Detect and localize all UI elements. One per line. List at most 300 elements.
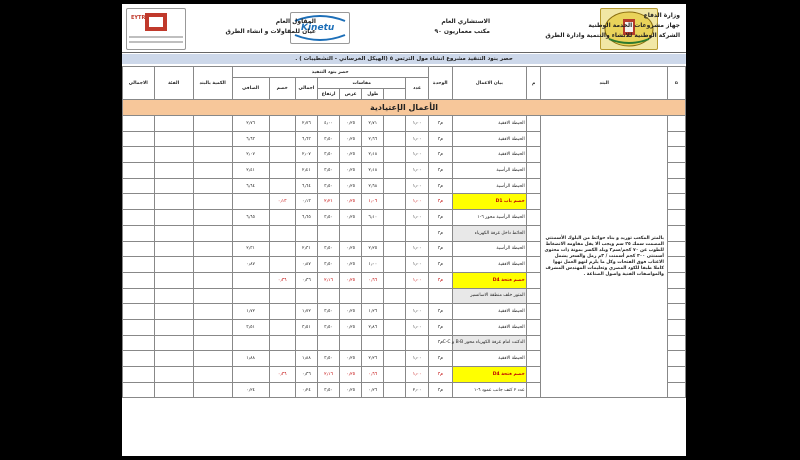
cell-net: ٢٫٣١ — [232, 241, 269, 257]
cell-num — [667, 319, 685, 335]
cell-height: ٣٫٥٠ — [317, 319, 339, 335]
cell-count: ١٫٠٠ — [406, 319, 428, 335]
cell-grand-total — [123, 382, 155, 398]
cell-statement: خصم باب D1 — [452, 194, 526, 210]
cell-height: ٣٫٥٠ — [317, 257, 339, 273]
cell-total: ٦٫٦٣ — [295, 131, 317, 147]
cell-price — [154, 116, 193, 132]
cell-height — [317, 335, 339, 351]
cell-price — [154, 225, 193, 241]
cell-net: ٦٫٦٤ — [232, 178, 269, 194]
cell-statement: الحيطة الرأسية — [452, 241, 526, 257]
cell-unit: م٣ — [428, 319, 452, 335]
cell-height: ٢٫٢١ — [317, 194, 339, 210]
quantities-table — [122, 66, 686, 398]
cell-length: ١٫٢٦ — [362, 304, 384, 320]
cell-unit: م٣ — [428, 163, 452, 179]
cell-length — [362, 225, 384, 241]
cell-statement: الحيطة الافقية — [452, 319, 526, 335]
cell-grand-total — [123, 319, 155, 335]
cell-total — [295, 288, 317, 304]
cell-price — [154, 272, 193, 288]
cell-height: ٣٫٥٠ — [317, 210, 339, 226]
cell-spare — [384, 194, 406, 210]
cell-grand-total — [123, 116, 155, 132]
cell-count: ٢٫٠٠ — [406, 382, 428, 398]
cell-net: ٠٫٢٤ — [232, 382, 269, 398]
cell-total: ٠٫٨٧ — [295, 257, 317, 273]
cell-statement: الحيطة الافقية — [452, 351, 526, 367]
cell-grand-total — [123, 288, 155, 304]
cell-spare — [384, 272, 406, 288]
cell-net: ١٫٧٢ — [232, 304, 269, 320]
cell-net — [232, 335, 269, 351]
cell-height: ٣٫٥٠ — [317, 351, 339, 367]
cell-length: ١٫٠٦ — [362, 194, 384, 210]
cell-count: ١٫٠٠ — [406, 272, 428, 288]
cell-qty-item — [193, 178, 232, 194]
col-group: حصر بنود التنفيذ — [232, 67, 428, 78]
cell-length: ٢٫٦٦ — [362, 131, 384, 147]
cell-m — [526, 367, 541, 383]
cell-net — [232, 288, 269, 304]
cell-count — [406, 335, 428, 351]
col-height: ارتفاع — [317, 89, 339, 100]
cell-unit: م٣ — [428, 241, 452, 257]
cell-statement: الحيطة الافقية — [452, 116, 526, 132]
cell-width: ٠٫٢٥ — [340, 351, 362, 367]
cell-unit: م٣ — [428, 147, 452, 163]
cell-net: ٢٫٤١ — [232, 163, 269, 179]
cell-m — [526, 351, 541, 367]
cell-length: ٢٫٧١ — [362, 116, 384, 132]
cell-length: ٢٫١٨ — [362, 147, 384, 163]
cell-total: ٠٫١٣ — [295, 194, 317, 210]
cell-width — [340, 335, 362, 351]
cell-statement: الحيطة الرأسية محور ٦-١ — [452, 210, 526, 226]
col-count: عدد — [406, 78, 428, 100]
cell-unit: م٣ — [428, 178, 452, 194]
cell-statement: الحائط داخل غرفة الكهرباء — [452, 225, 526, 241]
cell-grand-total — [123, 178, 155, 194]
cell-net: ٦٫٦٣ — [232, 131, 269, 147]
cell-m — [526, 131, 541, 147]
contractor-logo-text: EYTRA — [131, 15, 150, 21]
cell-deduct — [269, 225, 295, 241]
cell-price — [154, 319, 193, 335]
cell-unit: م٣ — [428, 367, 452, 383]
cell-grand-total — [123, 241, 155, 257]
cell-num — [667, 147, 685, 163]
cell-price — [154, 288, 193, 304]
cell-height: ٣٫٥٠ — [317, 382, 339, 398]
cell-unit — [428, 288, 452, 304]
cell-height: ٣٫٥٠ — [317, 178, 339, 194]
cell-width — [340, 288, 362, 304]
cell-net: ٠٫٨٧ — [232, 257, 269, 273]
cell-spare — [384, 131, 406, 147]
cell-statement: الحيطة الرأسية — [452, 163, 526, 179]
cell-qty-item — [193, 241, 232, 257]
cell-length: ٢٫٢٥ — [362, 241, 384, 257]
cell-total — [295, 225, 317, 241]
cell-width: ٠٫٢٥ — [340, 131, 362, 147]
section-row — [123, 100, 686, 116]
cell-m — [526, 304, 541, 320]
cell-width: ٠٫٢٥ — [340, 147, 362, 163]
col-deduct: خصم — [269, 78, 295, 100]
ministry-line-2: جهاز مشروعات الخدمة الوطنية — [588, 22, 680, 29]
cell-grand-total — [123, 257, 155, 273]
cell-deduct — [269, 241, 295, 257]
cell-count: ١٫٠٠ — [406, 241, 428, 257]
cell-m — [526, 319, 541, 335]
cell-price — [154, 335, 193, 351]
cell-length: ١٫٠٠ — [362, 257, 384, 273]
cell-m — [526, 116, 541, 132]
table-row — [123, 116, 686, 132]
cell-spare — [384, 210, 406, 226]
cell-statement: الحيطة الافقية — [452, 131, 526, 147]
consultant-name: مكتب معماريون ٩٠ — [434, 28, 490, 35]
cell-num — [667, 116, 685, 132]
cell-length: ٢٫١٨ — [362, 163, 384, 179]
document-page — [122, 4, 686, 456]
cell-length: ٢٫٨٦ — [362, 319, 384, 335]
cell-total: ١٫٨٨ — [295, 351, 317, 367]
cell-qty-item — [193, 288, 232, 304]
cell-qty-item — [193, 367, 232, 383]
cell-total — [295, 335, 317, 351]
cell-price — [154, 241, 193, 257]
cell-count: ١٫٠٠ — [406, 257, 428, 273]
col-total: اجمالي — [295, 78, 317, 100]
cell-m — [526, 272, 541, 288]
cell-deduct — [269, 163, 295, 179]
cell-spare — [384, 335, 406, 351]
cell-unit: م٣ — [428, 272, 452, 288]
cell-width: ٠٫٢٥ — [340, 178, 362, 194]
cell-total: ٠٫٣٦ — [295, 272, 317, 288]
col-item: البند — [541, 67, 667, 100]
cell-qty-item — [193, 257, 232, 273]
cell-deduct: ٠٫١٣ — [269, 194, 295, 210]
cell-length: ٦٫١٠ — [362, 210, 384, 226]
cell-total: ٦٫٦٤ — [295, 178, 317, 194]
cell-price — [154, 351, 193, 367]
cell-unit: م٣ — [428, 210, 452, 226]
cell-qty-item — [193, 304, 232, 320]
cell-deduct — [269, 131, 295, 147]
cell-qty-item — [193, 210, 232, 226]
cell-spare — [384, 288, 406, 304]
cell-statement: خصم فتحة D4 — [452, 272, 526, 288]
cell-width: ٠٫٢٥ — [340, 304, 362, 320]
cell-count: ١٫٠٠ — [406, 131, 428, 147]
cell-count: ١٫٠٠ — [406, 304, 428, 320]
cell-height: ٣٫٥٠ — [317, 163, 339, 179]
cell-num — [667, 194, 685, 210]
cell-deduct — [269, 319, 295, 335]
cell-qty-item — [193, 272, 232, 288]
cell-num — [667, 163, 685, 179]
cell-statement: المتور خلف منطقة الاسانسير — [452, 288, 526, 304]
cell-net: ١٫٨٨ — [232, 351, 269, 367]
cell-spare — [384, 241, 406, 257]
cell-grand-total — [123, 131, 155, 147]
cell-unit: م٣ — [428, 304, 452, 320]
cell-total: ٣٫٥١ — [295, 319, 317, 335]
cell-net: ٢٫٠٧ — [232, 147, 269, 163]
cell-qty-item — [193, 382, 232, 398]
cell-total: ٢٫٤١ — [295, 163, 317, 179]
cell-num — [667, 241, 685, 257]
cell-unit: م٣ — [428, 116, 452, 132]
cell-width: ٠٫٢٥ — [340, 257, 362, 273]
col-spare — [384, 89, 406, 100]
cell-statement: الحيطة الافقية — [452, 147, 526, 163]
cell-net — [232, 272, 269, 288]
cell-count: ١٫٠٠ — [406, 147, 428, 163]
cell-m — [526, 241, 541, 257]
col-num: ם — [667, 67, 685, 100]
col-length: طول — [362, 89, 384, 100]
cell-count: ١٫٠٠ — [406, 367, 428, 383]
cell-deduct — [269, 288, 295, 304]
cell-height: ٤٫٠٠ — [317, 116, 339, 132]
cell-net — [232, 225, 269, 241]
cell-spare — [384, 178, 406, 194]
cell-statement: الدكتت امام غرفة الكهرباء محور B-B و C-C — [452, 335, 526, 351]
cell-length: ٠٫٦٦ — [362, 272, 384, 288]
cell-net: ٢٫٧٦ — [232, 116, 269, 132]
cell-num — [667, 304, 685, 320]
document-header — [122, 4, 686, 53]
cell-m — [526, 335, 541, 351]
cell-num — [667, 178, 685, 194]
cell-width: ٠٫٢٥ — [340, 272, 362, 288]
cell-length: ٠٫٢٦ — [362, 382, 384, 398]
cell-length: ٢٫٦٨ — [362, 178, 384, 194]
cell-price — [154, 147, 193, 163]
cell-unit: م٣ — [428, 194, 452, 210]
cell-total: ٢٫٣١ — [295, 241, 317, 257]
cell-num — [667, 225, 685, 241]
cell-count: ١٫٠٠ — [406, 163, 428, 179]
cell-num — [667, 257, 685, 273]
cell-price — [154, 194, 193, 210]
cell-length — [362, 288, 384, 304]
cell-m — [526, 194, 541, 210]
cell-unit: م٣ — [428, 382, 452, 398]
cell-qty-item — [193, 351, 232, 367]
cell-spare — [384, 257, 406, 273]
cell-price — [154, 163, 193, 179]
cell-qty-item — [193, 225, 232, 241]
cell-total: ٢٫٠٧ — [295, 147, 317, 163]
cell-num — [667, 288, 685, 304]
cell-deduct: ٠٫٣٦ — [269, 272, 295, 288]
cell-deduct: ٠٫٣٦ — [269, 367, 295, 383]
cell-width: ٠٫٢٥ — [340, 163, 362, 179]
cell-deduct — [269, 210, 295, 226]
cell-statement: الحيطة الافقية — [452, 257, 526, 273]
cell-net: ٣٫٥١ — [232, 319, 269, 335]
cell-count: ١٫٠٠ — [406, 178, 428, 194]
cell-price — [154, 367, 193, 383]
cell-width: ٠٫٢٥ — [340, 194, 362, 210]
cell-price — [154, 178, 193, 194]
cell-spare — [384, 225, 406, 241]
contractor-name: عيان للمقاولات و انشاء الطرق — [225, 28, 316, 35]
cell-grand-total — [123, 335, 155, 351]
cell-m — [526, 225, 541, 241]
col-grand-total: الاجمالي — [123, 67, 155, 100]
cell-statement: الحيطة الرأسية — [452, 178, 526, 194]
cell-spare — [384, 147, 406, 163]
col-unit: الوحدة — [428, 67, 452, 100]
cell-num — [667, 351, 685, 367]
cell-qty-item — [193, 147, 232, 163]
cell-total: ٦٫٦٥ — [295, 210, 317, 226]
cell-count: ١٫٠٠ — [406, 116, 428, 132]
cell-grand-total — [123, 194, 155, 210]
cell-num — [667, 335, 685, 351]
cell-width: ٠٫٢٥ — [340, 382, 362, 398]
cell-total: ٢٫٧٦ — [295, 116, 317, 132]
cell-spare — [384, 304, 406, 320]
col-width: عرض — [340, 89, 362, 100]
cell-count — [406, 225, 428, 241]
cell-price — [154, 131, 193, 147]
cell-net — [232, 194, 269, 210]
cell-num — [667, 272, 685, 288]
cell-deduct — [269, 147, 295, 163]
cell-net: ٦٫٦٥ — [232, 210, 269, 226]
cell-count — [406, 288, 428, 304]
cell-m — [526, 210, 541, 226]
cell-length: ٠٫٦٦ — [362, 367, 384, 383]
cell-deduct — [269, 335, 295, 351]
cell-qty-item — [193, 163, 232, 179]
cell-deduct — [269, 351, 295, 367]
cell-qty-item — [193, 194, 232, 210]
cell-m — [526, 257, 541, 273]
cell-statement: الحيطة الافقية — [452, 304, 526, 320]
cell-width: ٠٫٢٥ — [340, 241, 362, 257]
cell-qty-item — [193, 319, 232, 335]
cell-deduct — [269, 382, 295, 398]
cell-grand-total — [123, 304, 155, 320]
cell-deduct — [269, 178, 295, 194]
col-price: الفئة — [154, 67, 193, 100]
cell-price — [154, 257, 193, 273]
col-net: الصافي — [232, 78, 269, 100]
cell-width: ٠٫٢٥ — [340, 116, 362, 132]
cell-deduct — [269, 257, 295, 273]
cell-num — [667, 382, 685, 398]
cell-qty-item — [193, 335, 232, 351]
cell-unit: م٣ — [428, 257, 452, 273]
cell-width — [340, 225, 362, 241]
cell-unit: م٣ — [428, 131, 452, 147]
cell-grand-total — [123, 351, 155, 367]
cell-num — [667, 367, 685, 383]
cell-spare — [384, 367, 406, 383]
cell-count: ١٫٠٠ — [406, 351, 428, 367]
cell-grand-total — [123, 147, 155, 163]
cell-grand-total — [123, 225, 155, 241]
cell-grand-total — [123, 163, 155, 179]
cell-spare — [384, 351, 406, 367]
cell-m — [526, 178, 541, 194]
cell-total: ٠٫٢٤ — [295, 382, 317, 398]
ministry-line-3: الشركة الوطنية للانشاء والتنمية وادارة الطرق — [545, 32, 680, 39]
cell-width: ٠٫٢٥ — [340, 319, 362, 335]
cell-m — [526, 382, 541, 398]
cell-length: ٢٫٢٦ — [362, 351, 384, 367]
cell-height — [317, 288, 339, 304]
cell-unit: م٣ — [428, 351, 452, 367]
cell-deduct — [269, 304, 295, 320]
cell-unit: م٣ — [428, 225, 452, 241]
cell-total: ٠٫٣٦ — [295, 367, 317, 383]
cell-height — [317, 225, 339, 241]
cell-grand-total — [123, 367, 155, 383]
section-title: الأعمال الإعتيادية — [123, 100, 686, 116]
col-m: م — [526, 67, 541, 100]
cell-grand-total — [123, 210, 155, 226]
cell-length — [362, 335, 384, 351]
cell-height: ٣٫٥٠ — [317, 241, 339, 257]
cell-total: ١٫٧٢ — [295, 304, 317, 320]
cell-price — [154, 382, 193, 398]
cell-m — [526, 288, 541, 304]
cell-spare — [384, 116, 406, 132]
cell-price — [154, 210, 193, 226]
document-title: حصر بنود التنفيذ مشروع انشاء مول الترتس ٥ (الهيكل الخرساني - التشطيبات ) . — [122, 54, 686, 64]
cell-spare — [384, 163, 406, 179]
cell-statement: خصم فتحة D4 — [452, 367, 526, 383]
cell-m — [526, 147, 541, 163]
cell-width: ٠٫٢٥ — [340, 210, 362, 226]
cell-height: ٣٫٥٠ — [317, 304, 339, 320]
cell-deduct — [269, 116, 295, 132]
cell-statement: عدد ٢ كتف جانب عمود ٦-١ — [452, 382, 526, 398]
cell-height: ٣٫٥٠ — [317, 131, 339, 147]
contractor-label: المقاول العام — [275, 18, 316, 25]
cell-height: ٣٫٥٠ — [317, 147, 339, 163]
cell-height: ٢٫١٦ — [317, 272, 339, 288]
col-dims: مقاسات — [317, 78, 406, 89]
cell-count: ١٫٠٠ — [406, 210, 428, 226]
cell-net — [232, 367, 269, 383]
header-row-1 — [123, 67, 686, 78]
cell-price — [154, 304, 193, 320]
contractor-logo — [126, 8, 186, 50]
cell-m — [526, 163, 541, 179]
cell-spare — [384, 319, 406, 335]
cell-width: ٠٫٢٥ — [340, 367, 362, 383]
col-qty-item: الكمية بالبند — [193, 67, 232, 100]
cell-grand-total — [123, 272, 155, 288]
cell-height: ٢٫١٦ — [317, 367, 339, 383]
cell-qty-item — [193, 131, 232, 147]
consultant-logo-text: Kinetu — [301, 23, 335, 33]
col-statement: بيان الاعمال — [452, 67, 526, 100]
item-description: بالمتر المكعب توريد و بناء حوائط من البلوك الأسمنتي المصمت سمك ٢٥ سم ويجب الا يقل مقاومه الانضغاط للطوب عن ٧٠ كجم/سم٢ وبلد الكسر بمونة ذات محتوى أسمنتى ٣٠٠ كجم أسمنت / ٣م رمل والسعر يشمل الاعتاب فوق الفتحات وكل ما يلزم لنهو العمل نهوا كاملا طبقا للكود المصري وتعليمات المهندس المشرف والمواصفات الفنية واصول الصناعة . — [541, 116, 667, 398]
cell-unit: م٣ — [428, 335, 452, 351]
